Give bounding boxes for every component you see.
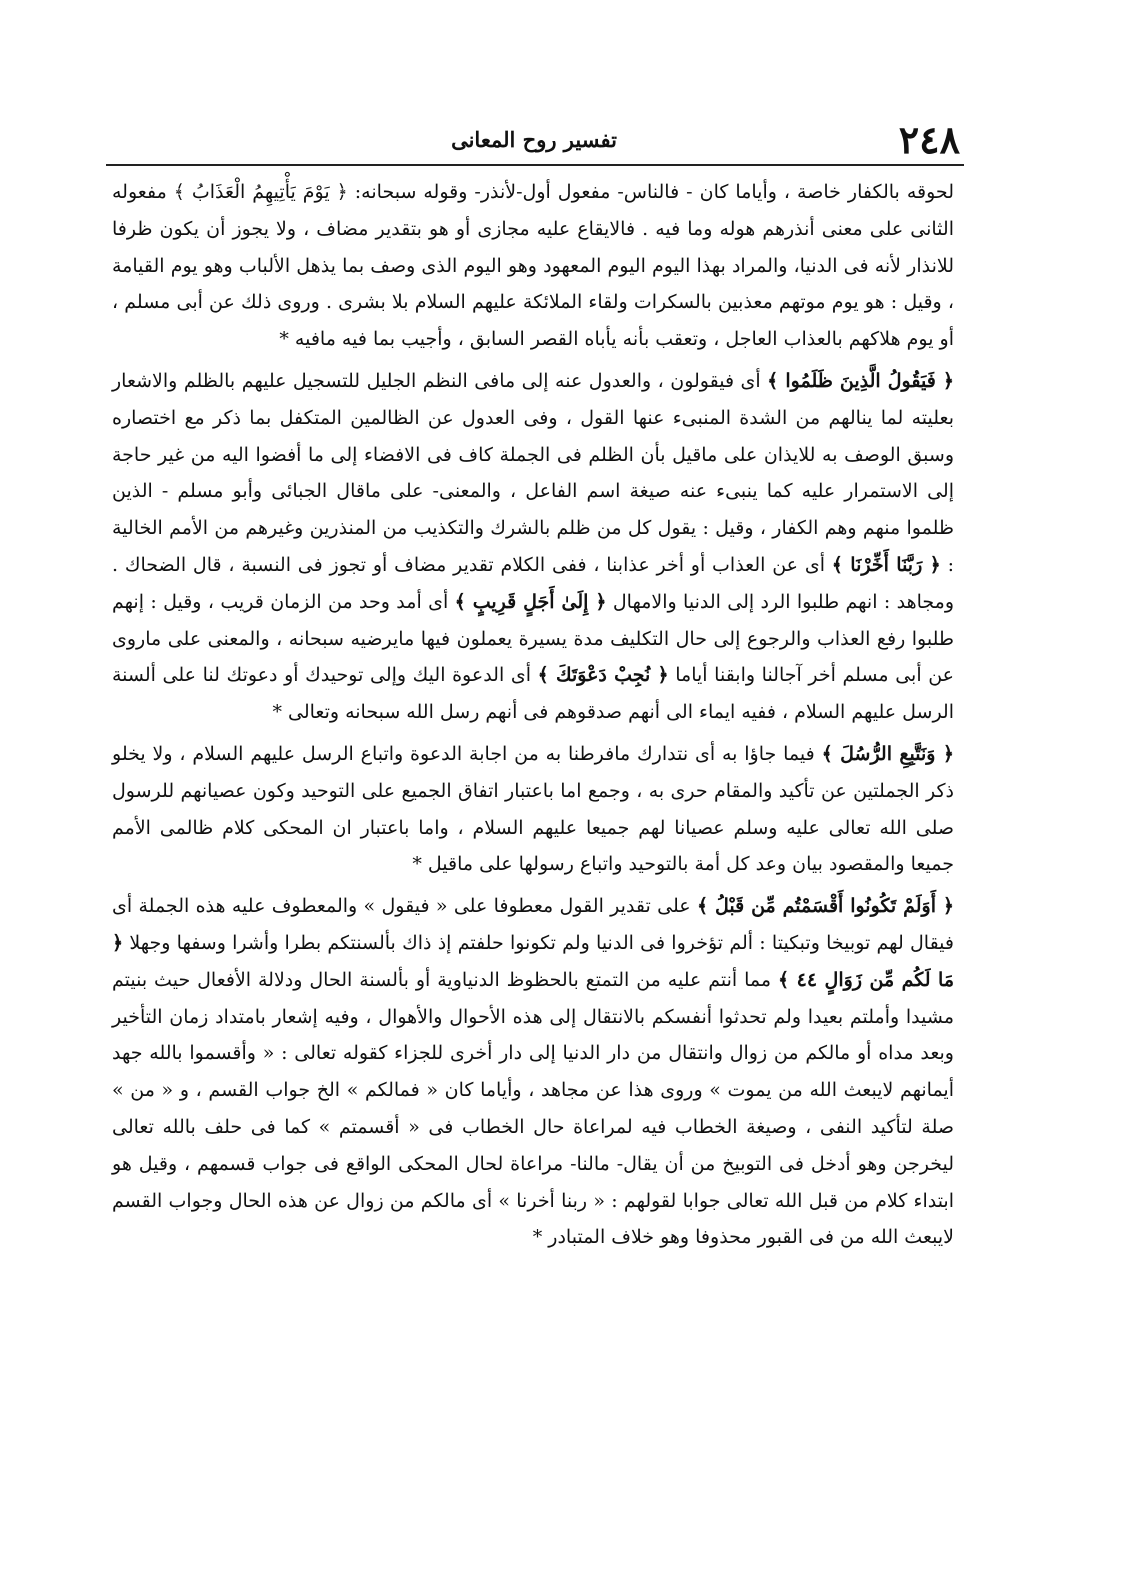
paragraph-text: لحوقه بالكفار خاصة ، وأياما كان - فالناس- مفعول أول-لأنذر- وقوله سبحانه: ﴿ يَوْمَ يَأْتِيهِمُ الْعَذَابُ ﴾ مفعوله الثانى على معنى أنذرهم هوله وما فيه . فالايقاع عليه مجازى أو هو بتقدير مضاف ، ولا يجوز أن يكون ظرفا للانذار لأنه فى الدنيا، والمراد بهذا اليوم اليوم المعهود وهو اليوم الذى وصف بما يذهل الألباب وهو يوم القيامة ، وقيل : هو يوم موتهم معذبين بالسكرات ولقاء الملائكة عليهم السلام بلا بشرى . وروى ذلك عن أبى مسلم ، أو يوم هلاكهم بالعذاب العاجل ، وتعقب بأنه يأباه القصر السابق ، وأجيب بما فيه مافيه * <box>112 181 954 351</box>
paragraph <box>112 174 954 358</box>
quran-verse: ﴿ إِلَىٰ أَجَلٍ قَرِيبٍ ﴾ <box>454 590 607 613</box>
paragraph-text: أى أمد وحد من الزمان قريب ، وقيل : إنهم طلبوا رفع العذاب والرجوع إلى حال التكليف مدة يسيرة يعملون فيها مايرضيه سبحانه ، والمعنى على ماروى عن أبى مسلم أخر آجالنا وابقنا أياما <box>112 590 955 687</box>
paragraph-text: فيما جاؤا به أى نتدارك مافرطنا به من اجابة الدعوة واتباع الرسل عليهم السلام ، ولا يخلو ذكر الجملتين عن تأكيد والمقام حرى به ، وجمع اما باعتبار اتفاق الجميع على التوحيد وكون عصيانهم للرسول صلى الله تعالى عليه وسلم عصيانا لهم جميعا عليهم السلام ، واما باعتبار ان المحكى كلام ظالمى الأمم جميعا والمقصود بيان وعد كل أمة بالتوحيد واتباع رسولها على ماقيل * <box>112 742 954 876</box>
paragraph-text: أى الدعوة اليك وإلى توحيدك أو دعوتك لنا على ألسنة الرسل عليهم السلام ، ففيه ايماء الى أنهم صدقوهم فى أنهم رسل الله سبحانه وتعالى * <box>112 664 954 724</box>
paragraph-text: على تقدير القول معطوفا على « فيقول » والمعطوف عليه هذه الجملة أى فيقال لهم توبيخا وتبكيتا : ألم تؤخروا فى الدنيا ولم تكونوا حلفتم إذ ذاك بألسنتكم بطرا وأشرا وسفها وجهلا <box>112 895 954 954</box>
quran-verse: ﴿ وَنَتَّبِعِ الرُّسُلَ ﴾ <box>821 742 955 765</box>
header-rule <box>106 164 964 166</box>
quran-verse: ﴿ نُجِبْ دَعْوَتَكَ ﴾ <box>537 664 669 687</box>
running-title: تفسير روح المعانى <box>451 127 617 152</box>
paragraph-text: أى فيقولون ، والعدول عنه إلى مافى النظم الجليل للتسجيل عليهم بالظلم والاشعار بعليته لما ينالهم من الشدة المنبىء عنها القول ، وفى العدول عن الظالمين المتكفل بما ذكر مع اختصاره وسبق الوصف به للايذان على ماقيل بأن الظلم فى الجملة كاف فى الافضاء إلى ما أفضوا اليه من غير حاجة إلى الاستمرار عليه كما ينبىء عنه صيغة اسم الفاعل ، والمعنى- على ماقال الجبائى وأبو مسلم - الذين ظلموا منهم وهم الكفار ، وقيل : يقول كل من ظلم بالشرك والتكذيب من المنذرين وغيرهم من الأمم الخالية : <box>112 369 954 576</box>
paragraph-text: مما أنتم عليه من التمتع بالحظوظ الدنياوية أو بألسنة الحال ودلالة الأفعال حيث بنيتم مشيدا وأملتم بعيدا ولم تحدثوا أنفسكم بالانتقال إلى هذه الأحوال والأهوال ، وفيه إشعار بامتداد زمان التأخير وبعد مداه أو مالكم من زوال وانتقال من دار الدنيا إلى دار أخرى للجزاء كقوله تعالى : « وأقسموا بالله جهد أيمانهم لايبعث الله من يموت » وروى هذا عن مجاهد ، وأياما كان « فمالكم » الخ جواب القسم ، و « من » صلة لتأكيد النفى ، وصيغة الخطاب فيه لمراعاة حال الخطاب فى « أقسمتم » كما فى حلف بالله تعالى ليخرجن وهو أدخل فى التوبيخ من أن يقال- مالنا- مراعاة لحال المحكى الواقع فى جواب قسمهم ، وقيل هو ابتداء كلام من قبل الله تعالى جوابا لقولهم : « ربنا أخرنا » أى مالكم من زوال عن هذه الحال وجواب القسم لايبعث الله من فى القبور محذوفا وهو خلاف المتبادر * <box>112 968 954 1249</box>
commentary-text <box>112 174 954 1261</box>
quran-verse: ﴿ أَوَلَمْ تَكُونُوا أَقْسَمْتُم مِّن قَبْلُ ﴾ <box>696 895 955 918</box>
paragraph-text: أى عن العذاب أو أخر عذابنا ، ففى الكلام تقدير مضاف أو تجوز فى النسبة ، قال الضحاك . ومجاهد : انهم طلبوا الرد إلى الدنيا والامهال <box>112 553 954 613</box>
quran-verse: ﴿ مَا لَكُم مِّن زَوَالٍ ٤٤ ﴾ <box>112 931 955 991</box>
quran-verse: ﴿ رَبَّنَا أَخِّرْنَا ﴾ <box>831 553 941 576</box>
paragraph <box>112 888 954 1256</box>
paragraph <box>112 363 954 731</box>
quran-verse: ﴿ فَيَقُولُ الَّذِينَ ظَلَمُوا ﴾ <box>767 369 954 392</box>
page-header <box>108 118 960 164</box>
paragraph <box>112 736 954 883</box>
page-number: ٢٤٨ <box>898 117 960 162</box>
